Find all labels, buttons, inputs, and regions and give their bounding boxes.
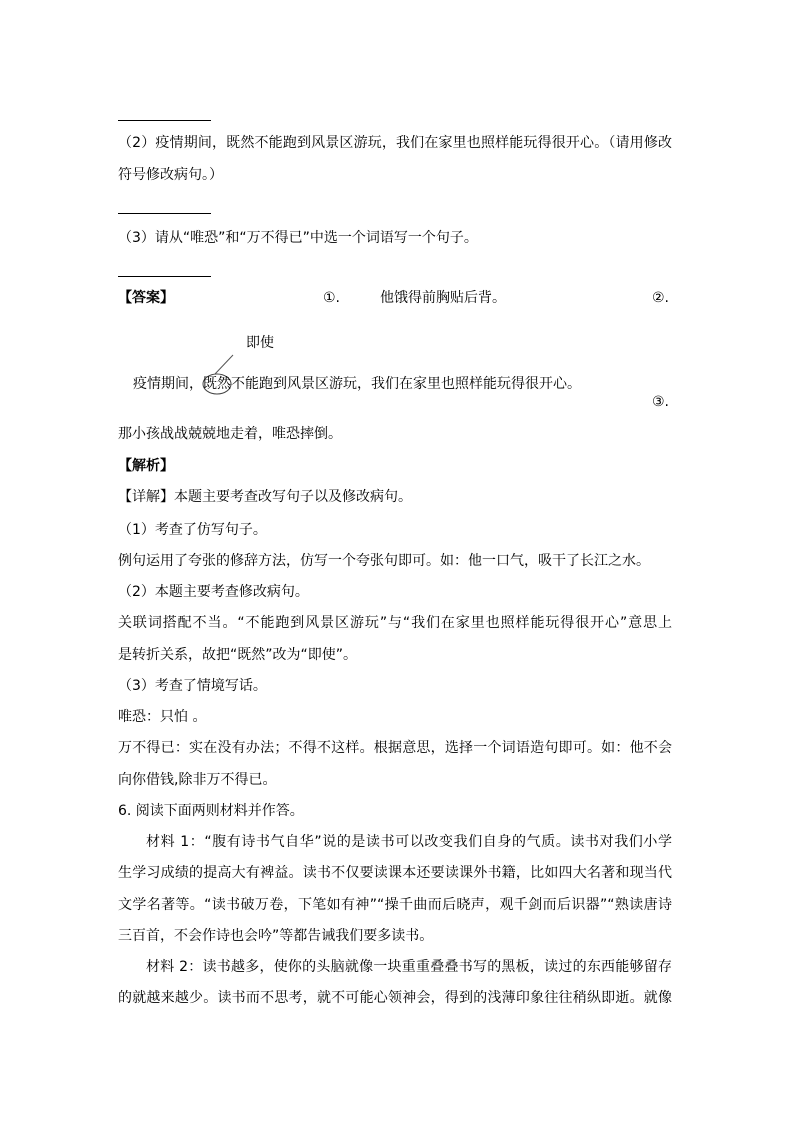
circled-word: 既然	[203, 376, 231, 392]
answer-text-1: 他饿得前胸贴后背。	[380, 290, 506, 306]
analysis-line: 【详解】本题主要考查改写句子以及修改病句。	[118, 489, 412, 505]
sentence-before: 疫情期间，	[133, 376, 203, 392]
answer-marker-3: ③.	[652, 394, 670, 410]
analysis-line: （2）本题主要考查修改病句。	[118, 584, 309, 600]
sentence-after: 不能跑到风景区游玩，我们在家里也照样能玩得很开心。	[231, 376, 581, 392]
material-1-line: 文学名著等。“读书破万卷，下笔如有神”“操千曲而后晓声，观千剑而后识器”“熟读唐诗	[118, 897, 672, 913]
material-1-line: 三百首，不会作诗也会吟”等都告诫我们要多读书。	[118, 928, 434, 944]
question-2-line-1: （2）疫情期间，既然不能跑到风景区游玩，我们在家里也照样能玩得很开心。（请用修改	[118, 135, 672, 151]
answer-marker-1: ①.	[323, 290, 341, 306]
analysis-label: 【解析】	[118, 458, 174, 474]
analysis-line: （3）考查了情境写话。	[118, 678, 267, 694]
answer-blank-line	[118, 276, 211, 277]
answer-marker-2: ②.	[652, 290, 670, 306]
analysis-line: 关联词搭配不当。“不能跑到风景区游玩”与“我们在家里也照样能玩得很开心”意思上	[118, 615, 672, 631]
analysis-line: （1）考查了仿写句子。	[118, 522, 267, 538]
answer-blank-line	[118, 213, 211, 214]
question-2-line-2: 符号修改病句。）	[118, 167, 223, 183]
analysis-line: 例句运用了夸张的修辞方法，仿写一个夸张句即可。如：他一口气，吸干了长江之水。	[118, 553, 650, 569]
answer-label: 【答案】	[118, 290, 174, 306]
material-2-line: 材料 2：读书越多，使你的头脑就像一块重重叠叠书写的黑板，读过的东西能够留存	[146, 959, 672, 975]
question-6-title: 6. 阅读下面两则材料并作答。	[118, 803, 304, 819]
material-1-line: 生学习成绩的提高大有裨益。读书不仅要读课本还要读课外书籍，比如四大名著和现当代	[118, 865, 672, 881]
answer-text-3: 那小孩战战兢兢地走着，唯恐摔倒。	[118, 426, 342, 442]
question-3-line-1: （3）请从“唯恐”和“万不得已”中选一个词语写一个句子。	[118, 230, 478, 246]
correction-word: 即使	[246, 335, 274, 351]
answer-blank-line	[118, 120, 211, 121]
analysis-line: 万不得已：实在没有办法；不得不这样。根据意思，选择一个词语造句即可。如：他不会	[118, 740, 672, 756]
material-1-line: 材料 1：“腹有诗书气自华”说的是读书可以改变我们自身的气质。读书对我们小学	[146, 834, 672, 850]
analysis-line: 向你借钱,除非万不得已。	[118, 772, 277, 788]
material-2-line: 的就越来越少。读书而不思考，就不可能心领神会，得到的浅薄印象往往稍纵即逝。就像	[118, 990, 672, 1006]
analysis-line: 是转折关系，故把“既然”改为“即使”。	[118, 647, 358, 663]
corrected-sentence	[133, 374, 581, 394]
analysis-line: 唯恐：只怕 。	[118, 709, 207, 725]
